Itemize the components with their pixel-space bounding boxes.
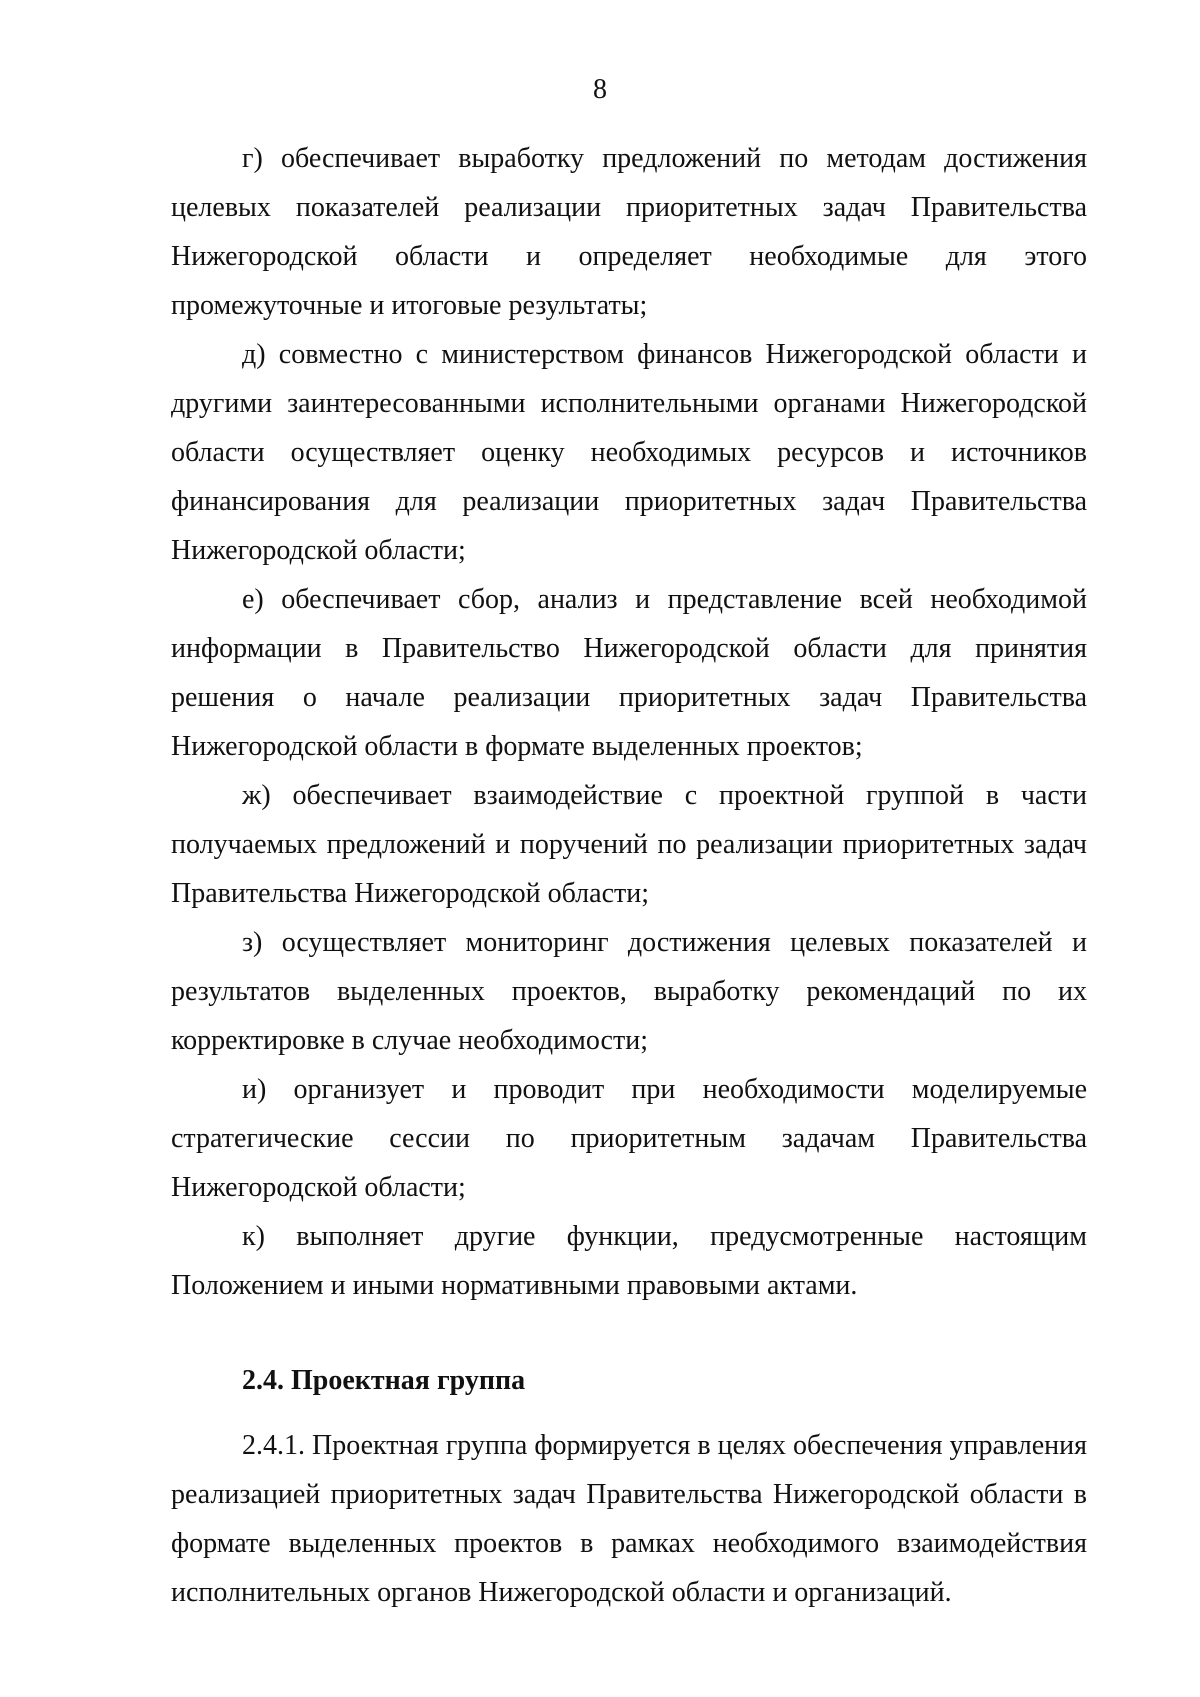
paragraph-zh: ж) обеспечивает взаимодействие с проектной группой в части получаемых предложений и поручений по реализации приоритетных задач Правительства Нижегородской области; bbox=[171, 780, 1087, 909]
paragraph-2-4-1: 2.4.1. Проектная группа формируется в целях обеспечения управления реализацией приоритетных задач Правительства Нижегородской области в формате выделенных проектов в рамках необходимого взаимодействия исполнительных органов Нижегородской области и организаций. bbox=[171, 1430, 1087, 1608]
paragraph-e: е) обеспечивает сбор, анализ и представление всей необходимой информации в Правительство Нижегородской области для принятия решения о начале реализации приоритетных задач Правительства Нижегородской области в формате выделенных проектов; bbox=[171, 584, 1087, 762]
paragraph-d: д) совместно с министерством финансов Нижегородской области и другими заинтересованными исполнительными органами Нижегородской области осуществляет оценку необходимых ресурсов и источников финансирования для реализации приоритетных задач Правительства Нижегородской области; bbox=[171, 339, 1087, 566]
document-body bbox=[171, 134, 1087, 1617]
section-heading: 2.4. Проектная группа bbox=[242, 1365, 526, 1396]
paragraph-k: к) выполняет другие функции, предусмотренные настоящим Положением и иными нормативными правовыми актами. bbox=[171, 1221, 1087, 1301]
paragraph-z: з) осуществляет мониторинг достижения целевых показателей и результатов выделенных проектов, выработку рекомендаций по их корректировке в случае необходимости; bbox=[171, 927, 1087, 1056]
paragraph-g: г) обеспечивает выработку предложений по методам достижения целевых показателей реализации приоритетных задач Правительства Нижегородской области и определяет необходимые для этого промежуточные и итоговые результаты; bbox=[171, 143, 1087, 321]
paragraph-i: и) организует и проводит при необходимости моделируемые стратегические сессии по приоритетным задачам Правительства Нижегородской области; bbox=[171, 1074, 1087, 1203]
page-number: 8 bbox=[593, 74, 607, 105]
